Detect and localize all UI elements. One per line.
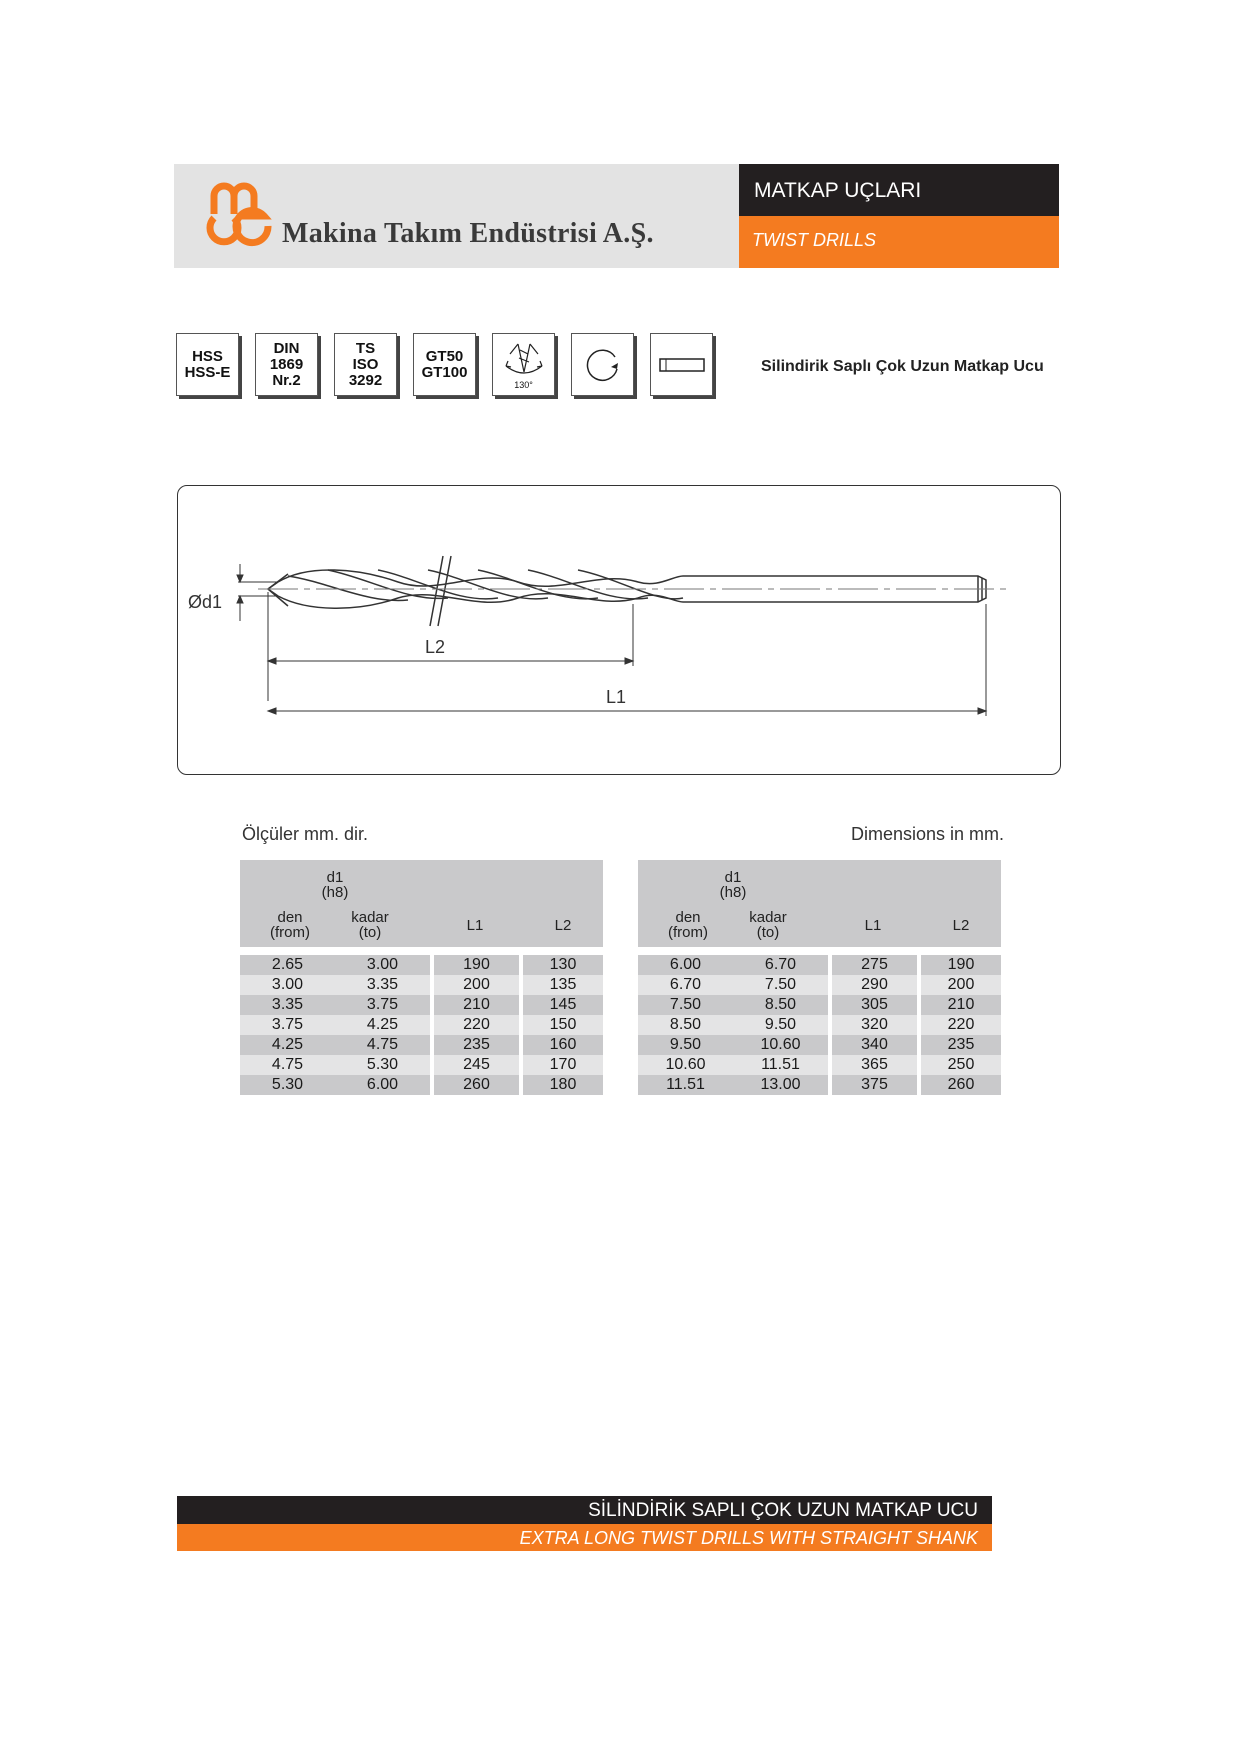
header-to-tr: kadar: [749, 909, 787, 926]
cell-from: 8.50: [638, 1015, 733, 1035]
cell-l1: 375: [832, 1075, 917, 1095]
cell-l2: 190: [921, 955, 1001, 975]
cell-l2: 200: [921, 975, 1001, 995]
badge-hss: [176, 333, 239, 396]
cell-l1: 245: [434, 1055, 519, 1075]
table-row: [638, 975, 1001, 995]
header-from: [260, 910, 320, 940]
cell-from: 6.00: [638, 955, 733, 975]
header-to-tr: kadar: [351, 909, 389, 926]
table-body: [240, 955, 603, 1095]
table-row: [240, 1055, 603, 1075]
caption-en: Dimensions in mm.: [850, 824, 1004, 844]
header-d1-label: d1: [724, 869, 742, 886]
header-tolerance: (h8): [321, 884, 349, 901]
header-to: [738, 910, 798, 940]
cell-to: 3.75: [335, 995, 430, 1015]
header-l2: L2: [554, 917, 572, 934]
table-header: [638, 860, 1001, 947]
l2-label: L2: [425, 637, 446, 657]
cell-l2: 145: [523, 995, 603, 1015]
cell-l2: 220: [921, 1015, 1001, 1035]
table-row: [240, 955, 603, 975]
header-from-tr: den: [277, 909, 303, 926]
dimensions-table-left: [240, 860, 603, 1101]
table-row: [638, 955, 1001, 975]
cell-from: 3.75: [240, 1015, 335, 1035]
badge-din-line2: 1869: [269, 355, 304, 373]
cell-l1: 305: [832, 995, 917, 1015]
cell-to: 3.00: [335, 955, 430, 975]
table-row: [240, 1035, 603, 1055]
header-to: [340, 910, 400, 940]
header-from-tr: den: [675, 909, 701, 926]
point-angle-icon: [498, 340, 550, 380]
cell-to: 13.00: [733, 1075, 828, 1095]
cell-to: 6.00: [335, 1075, 430, 1095]
diameter-label: Ød1: [188, 592, 223, 612]
cell-to: 4.25: [335, 1015, 430, 1035]
cell-l2: 160: [523, 1035, 603, 1055]
table-row: [638, 1075, 1001, 1095]
badge-ts: [334, 333, 397, 396]
badge-ts-line2: ISO: [352, 355, 379, 373]
cell-l1: 190: [434, 955, 519, 975]
badge-hss-line1: HSS: [192, 347, 223, 365]
cell-l1: 210: [434, 995, 519, 1015]
cell-to: 5.30: [335, 1055, 430, 1075]
header-to-en: (to): [358, 924, 382, 941]
table-row: [638, 995, 1001, 1015]
table-body: [638, 955, 1001, 1095]
header-l1: L1: [864, 917, 882, 934]
badge-hss-line2: HSS-E: [184, 363, 231, 381]
cell-to: 10.60: [733, 1035, 828, 1055]
badge-angle: [492, 333, 555, 396]
cell-l1: 365: [832, 1055, 917, 1075]
page-footer: [177, 1496, 992, 1551]
l1-label: L1: [606, 687, 627, 707]
badge-din-line1: DIN: [273, 339, 300, 357]
cell-l1: 260: [434, 1075, 519, 1095]
cell-l2: 235: [921, 1035, 1001, 1055]
header-l1: L1: [466, 917, 484, 934]
cell-to: 3.35: [335, 975, 430, 995]
header-tolerance: (h8): [719, 884, 747, 901]
cell-l2: 250: [921, 1055, 1001, 1075]
badge-shank: [650, 333, 713, 396]
cell-from: 9.50: [638, 1035, 733, 1055]
cell-l1: 290: [832, 975, 917, 995]
cell-l2: 135: [523, 975, 603, 995]
cell-from: 4.75: [240, 1055, 335, 1075]
header-from: [658, 910, 718, 940]
cell-from: 10.60: [638, 1055, 733, 1075]
footer-title-en: EXTRA LONG TWIST DRILLS WITH STRAIGHT SHANK: [177, 1524, 992, 1551]
badge-ts-line3: 3292: [348, 371, 383, 389]
header-to-en: (to): [756, 924, 780, 941]
cell-to: 8.50: [733, 995, 828, 1015]
cell-from: 2.65: [240, 955, 335, 975]
header-d1: [703, 870, 763, 900]
cell-to: 9.50: [733, 1015, 828, 1035]
table-header: [240, 860, 603, 947]
cell-to: 4.75: [335, 1035, 430, 1055]
cell-l1: 220: [434, 1015, 519, 1035]
badge-din-line3: Nr.2: [272, 371, 301, 389]
cell-from: 7.50: [638, 995, 733, 1015]
badge-rotation: [571, 333, 634, 396]
cell-to: 6.70: [733, 955, 828, 975]
straight-shank-icon: [657, 355, 707, 375]
cell-to: 11.51: [733, 1055, 828, 1075]
technical-drawing: [177, 485, 1061, 775]
cell-l2: 260: [921, 1075, 1001, 1095]
cell-l2: 150: [523, 1015, 603, 1035]
cell-l1: 320: [832, 1015, 917, 1035]
product-description: Silindirik Saplı Çok Uzun Matkap Ucu: [761, 358, 1044, 375]
cell-l2: 210: [921, 995, 1001, 1015]
section-title-en: TWIST DRILLS: [739, 216, 1059, 268]
table-row: [638, 1035, 1001, 1055]
cell-from: 4.25: [240, 1035, 335, 1055]
brand-banner: [174, 164, 739, 268]
cell-l1: 200: [434, 975, 519, 995]
table-row: [240, 995, 603, 1015]
table-row: [240, 975, 603, 995]
header-d1: [305, 870, 365, 900]
badge-gt-line1: GT50: [425, 347, 464, 365]
table-row: [638, 1055, 1001, 1075]
badge-gt: [413, 333, 476, 396]
cell-from: 3.00: [240, 975, 335, 995]
badge-angle-label: 130°: [514, 379, 533, 390]
header-from-en: (from): [270, 924, 310, 941]
section-title-tr: MATKAP UÇLARI: [739, 164, 1059, 216]
company-name: Makina Takım Endüstrisi A.Ş.: [282, 218, 654, 249]
badge-gt-line2: GT100: [421, 363, 468, 381]
cell-from: 3.35: [240, 995, 335, 1015]
cell-l1: 340: [832, 1035, 917, 1055]
cell-from: 11.51: [638, 1075, 733, 1095]
header-l2: L2: [952, 917, 970, 934]
company-logo-icon: [196, 178, 272, 254]
rotation-icon: [581, 343, 625, 387]
page-header: [174, 164, 1059, 268]
cell-from: 5.30: [240, 1075, 335, 1095]
dimensions-table-right: [638, 860, 1001, 1101]
badge-ts-line1: TS: [355, 339, 376, 357]
drill-drawing-icon: [178, 486, 1062, 776]
caption-tr: Ölçüler mm. dir.: [242, 824, 369, 844]
cell-l2: 170: [523, 1055, 603, 1075]
cell-l1: 235: [434, 1035, 519, 1055]
header-from-en: (from): [668, 924, 708, 941]
table-row: [240, 1075, 603, 1095]
footer-title-tr: SİLİNDİRİK SAPLI ÇOK UZUN MATKAP UCU: [177, 1496, 992, 1524]
cell-l2: 130: [523, 955, 603, 975]
badge-din: [255, 333, 318, 396]
cell-to: 7.50: [733, 975, 828, 995]
header-d1-label: d1: [326, 869, 344, 886]
cell-l2: 180: [523, 1075, 603, 1095]
cell-l1: 275: [832, 955, 917, 975]
cell-from: 6.70: [638, 975, 733, 995]
table-row: [638, 1015, 1001, 1035]
table-row: [240, 1015, 603, 1035]
